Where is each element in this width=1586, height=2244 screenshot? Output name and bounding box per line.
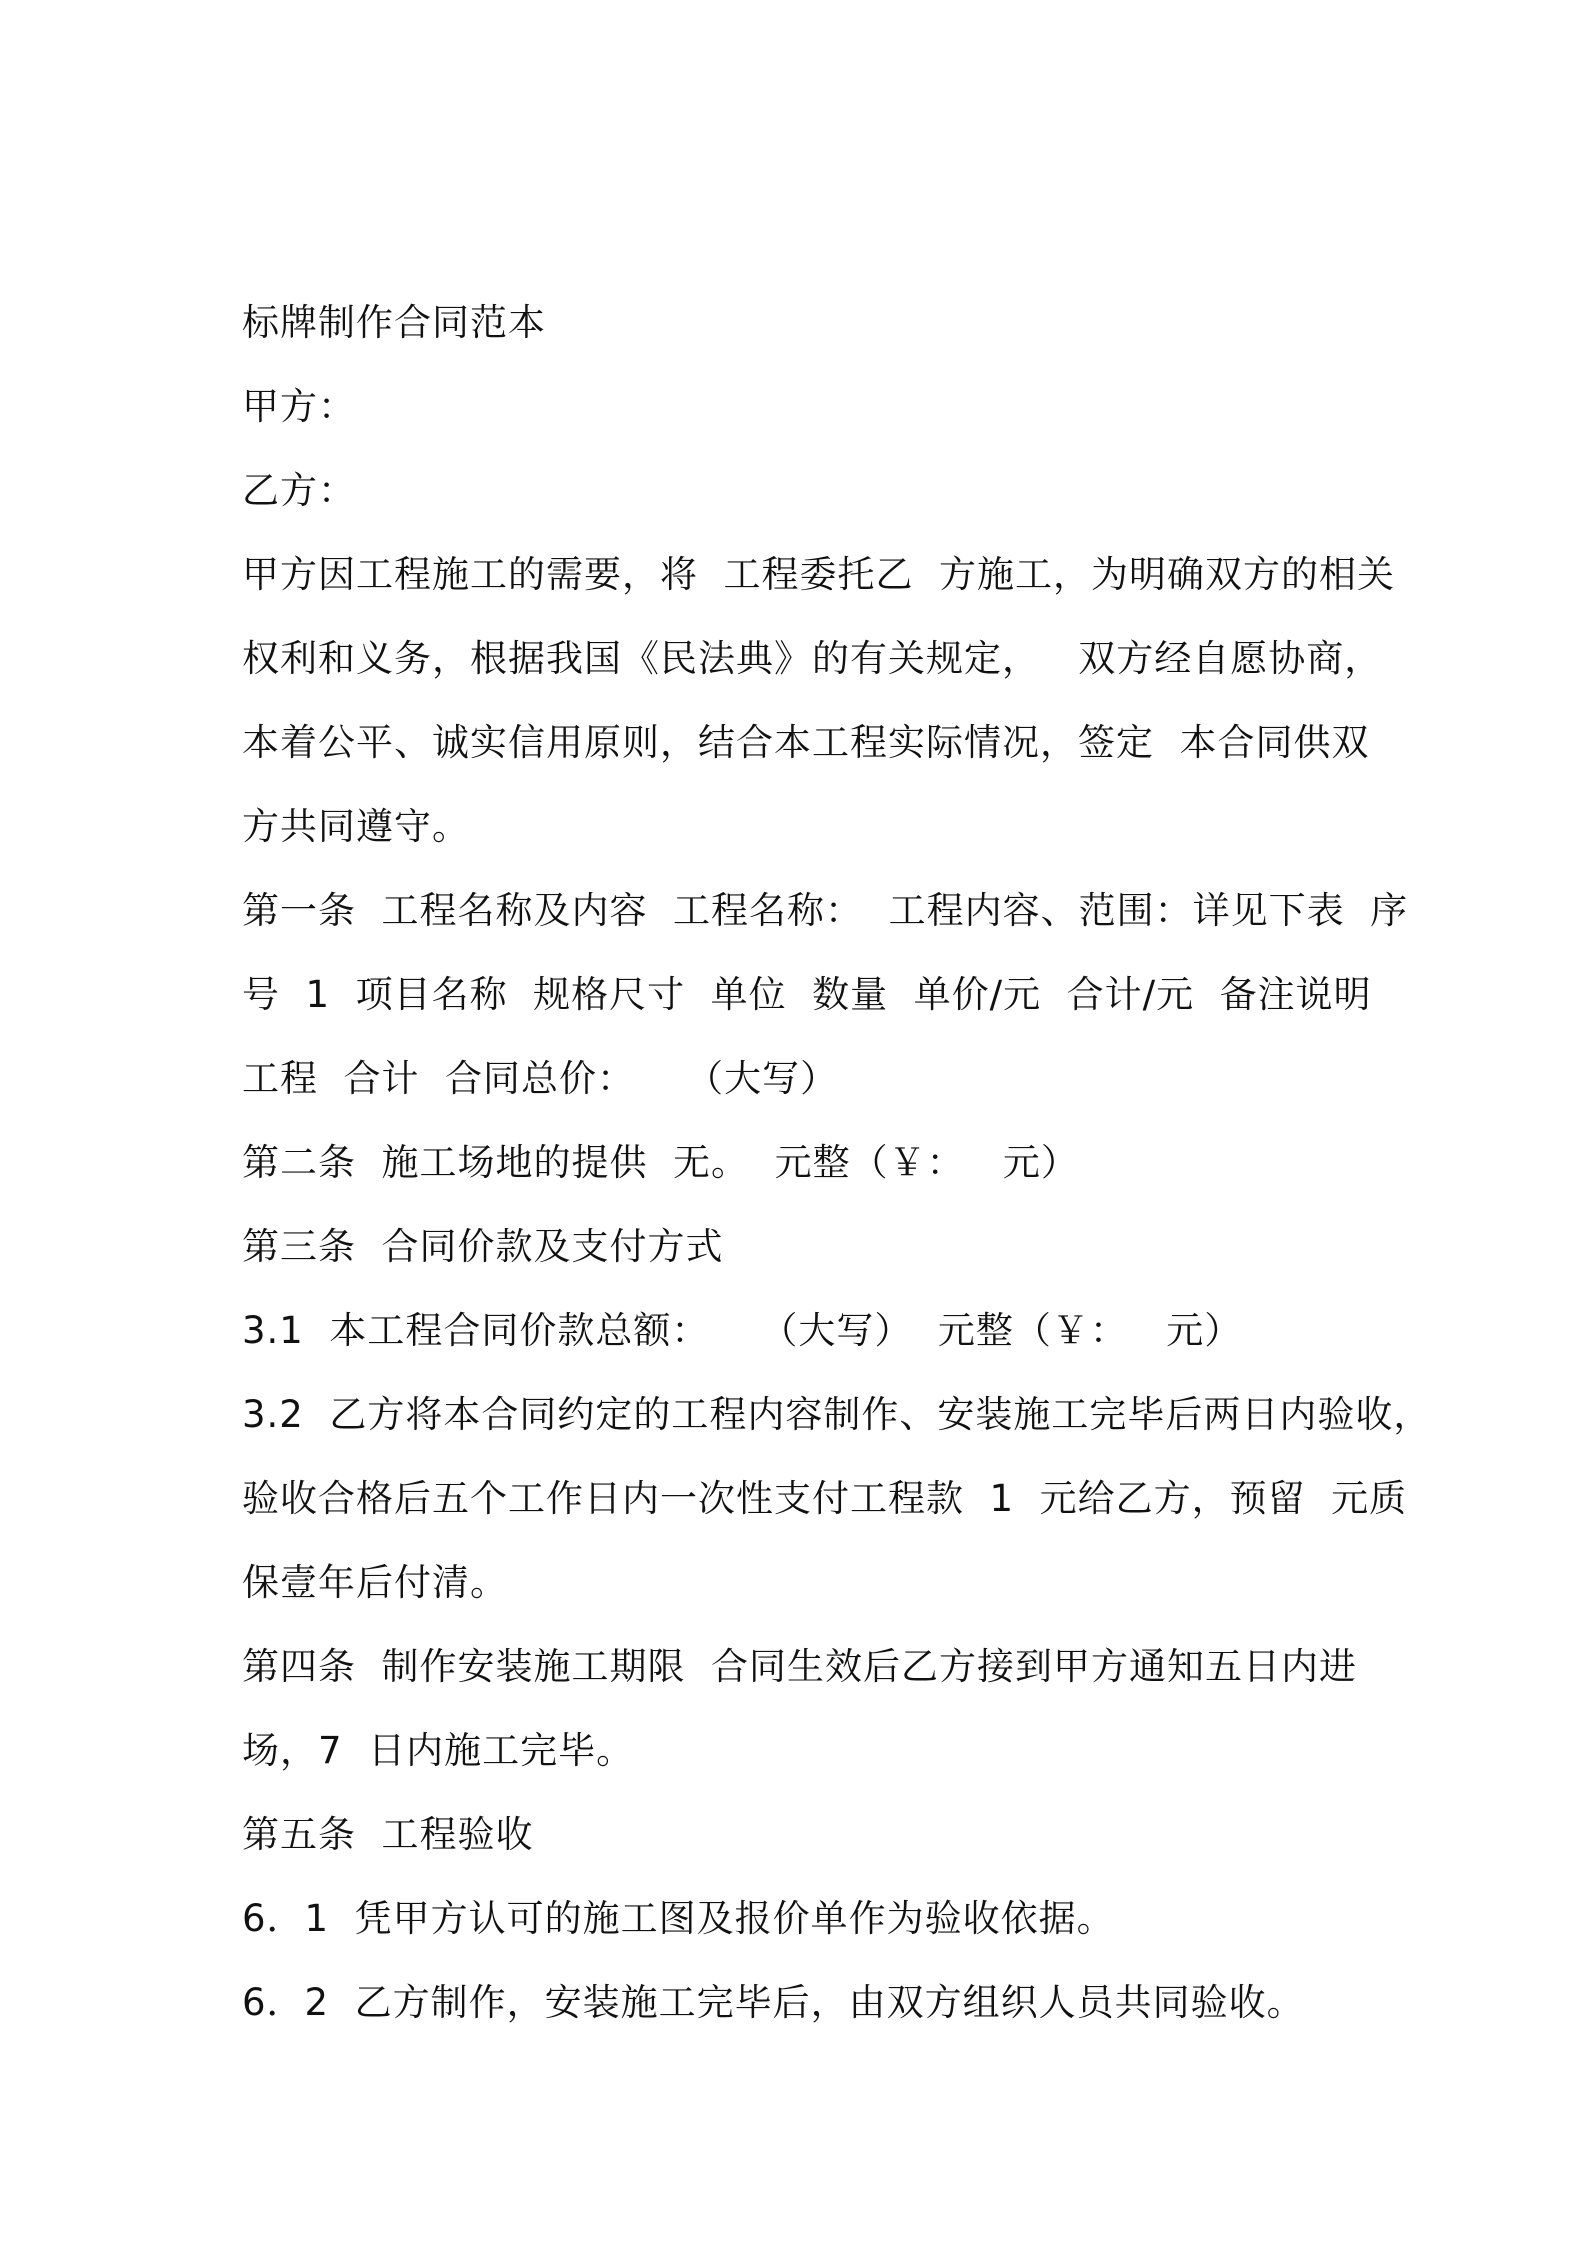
clause-3-2-line-3: 保壹年后付清。 [242,1561,508,1604]
document-title: 标牌制作合同范本 [242,301,546,344]
preamble-line-1: 甲方因工程施工的需要，将 工程委托乙 方施工，为明确双方的相关 [242,553,1396,596]
article-1-line-1: 第一条 工程名称及内容 工程名称： 工程内容、范围：详见下表 序 [242,889,1409,932]
contract-body [242,281,1432,2045]
preamble-line-4: 方共同遵守。 [242,805,470,848]
party-b-line: 乙方： [242,469,356,512]
party-a-line: 甲方： [242,385,356,428]
clause-6-2: 6．2 乙方制作，安装施工完毕后，由双方组织人员共同验收。 [242,1981,1305,2024]
clause-3-1: 3.1 本工程合同价款总额： （大写） 元整（￥： 元） [242,1309,1243,1352]
article-1-line-3: 工程 合计 合同总价： （大写） [242,1057,839,1100]
article-4-line-2: 场，7 日内施工完毕。 [242,1729,635,1772]
article-1-line-2: 号 1 项目名称 规格尺寸 单位 数量 单价/元 合计/元 备注说明 [242,973,1372,1016]
preamble-line-3: 本着公平、诚实信用原则，结合本工程实际情况，签定 本合同供双 [242,721,1370,764]
article-3-heading: 第三条 合同价款及支付方式 [242,1225,724,1268]
clause-3-2-line-2: 验收合格后五个工作日内一次性支付工程款 1 元给乙方，预留 元质 [242,1477,1408,1520]
article-5-heading: 第五条 工程验收 [242,1813,534,1856]
clause-6-1: 6．1 凭甲方认可的施工图及报价单作为验收依据。 [242,1897,1115,1940]
preamble-line-2: 权利和义务，根据我国《民法典》的有关规定， 双方经自愿协商， [242,637,1383,680]
article-2-line: 第二条 施工场地的提供 无。 元整（￥： 元） [242,1141,1079,1184]
clause-3-2-line-1: 3.2 乙方将本合同约定的工程内容制作、安装施工完毕后两日内验收， [242,1393,1432,1436]
article-4-line-1: 第四条 制作安装施工期限 合同生效后乙方接到甲方通知五日内进 [242,1645,1358,1688]
